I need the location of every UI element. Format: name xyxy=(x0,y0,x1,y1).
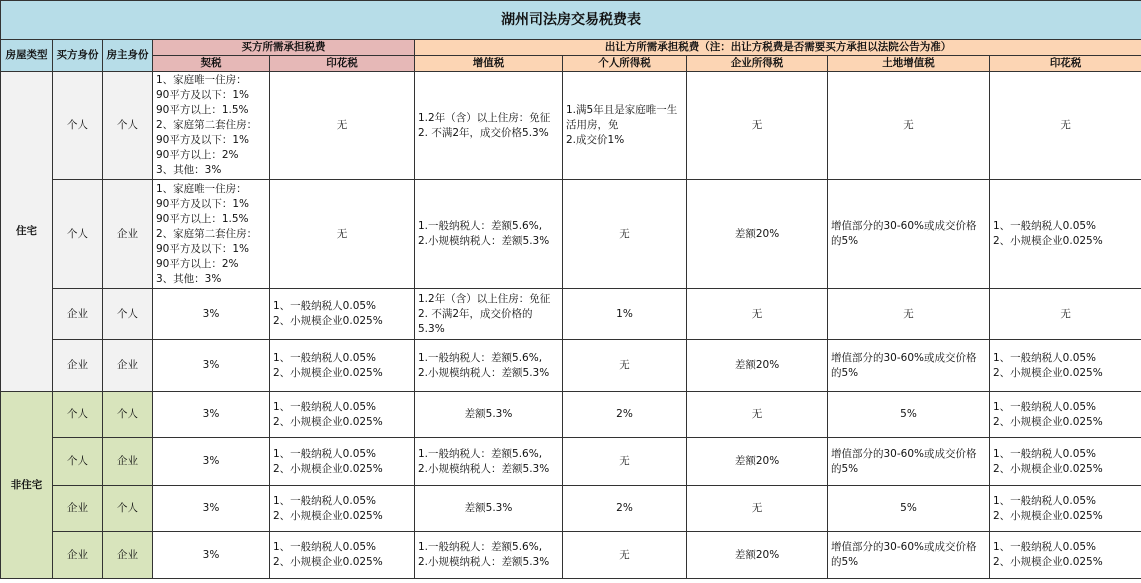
header-personal-income-tax: 个人所得税 xyxy=(563,56,687,72)
corporate-income-tax-cell: 差额20% xyxy=(687,438,828,486)
personal-income-tax-cell: 无 xyxy=(563,340,687,392)
vat-cell: 1.2年（含）以上住房：免征 2. 不满2年，成交价格的5.3% xyxy=(415,289,563,340)
land-vat-cell: 无 xyxy=(828,72,990,180)
header-deed-tax: 契税 xyxy=(153,56,270,72)
table-row xyxy=(1,72,1141,180)
land-vat-cell: 无 xyxy=(828,289,990,340)
deed-tax-cell: 1、家庭唯一住房： 90平方及以下：1% 90平方以上：1.5% 2、家庭第二套住房： 90平方及以下：1% 90平方以上：2% 3、其他：3% xyxy=(153,72,270,180)
personal-income-tax-cell: 无 xyxy=(563,532,687,579)
buyer-cell: 企业 xyxy=(53,486,103,532)
group-non-residential: 非住宅 xyxy=(1,392,53,579)
header-vat: 增值税 xyxy=(415,56,563,72)
deed-tax-cell: 1、家庭唯一住房： 90平方及以下：1% 90平方以上：1.5% 2、家庭第二套住房： 90平方及以下：1% 90平方以上：2% 3、其他：3% xyxy=(153,180,270,289)
corporate-income-tax-cell: 差额20% xyxy=(687,340,828,392)
header-buyer-taxes: 买方所需承担税费 xyxy=(153,40,415,56)
stamp-tax-seller-cell: 1、一般纳税人0.05% 2、小规模企业0.025% xyxy=(990,392,1141,438)
land-vat-cell: 5% xyxy=(828,486,990,532)
table-row xyxy=(1,532,1141,579)
land-vat-cell: 5% xyxy=(828,392,990,438)
vat-cell: 差额5.3% xyxy=(415,392,563,438)
table-row xyxy=(1,392,1141,438)
vat-cell: 1.一般纳税人：差额5.6%, 2.小规模纳税人：差额5.3% xyxy=(415,340,563,392)
header-seller-taxes: 出让方所需承担税费（注：出让方税费是否需要买方承担以法院公告为准） xyxy=(415,40,1141,56)
stamp-tax-seller-cell: 1、一般纳税人0.05% 2、小规模企业0.025% xyxy=(990,532,1141,579)
corporate-income-tax-cell: 无 xyxy=(687,72,828,180)
buyer-cell: 个人 xyxy=(53,72,103,180)
owner-cell: 企业 xyxy=(103,532,153,579)
stamp-tax-buyer-cell: 1、一般纳税人0.05% 2、小规模企业0.025% xyxy=(270,340,415,392)
personal-income-tax-cell: 2% xyxy=(563,392,687,438)
header-corporate-income-tax: 企业所得税 xyxy=(687,56,828,72)
group-residential: 住宅 xyxy=(1,72,53,392)
personal-income-tax-cell: 1% xyxy=(563,289,687,340)
owner-cell: 个人 xyxy=(103,289,153,340)
header-owner: 房主身份 xyxy=(103,40,153,72)
stamp-tax-buyer-cell: 1、一般纳税人0.05% 2、小规模企业0.025% xyxy=(270,289,415,340)
vat-cell: 1.一般纳税人：差额5.6%, 2.小规模纳税人：差额5.3% xyxy=(415,532,563,579)
owner-cell: 企业 xyxy=(103,340,153,392)
deed-tax-cell: 3% xyxy=(153,438,270,486)
land-vat-cell: 增值部分的30-60%或成交价格的5% xyxy=(828,438,990,486)
stamp-tax-buyer-cell: 1、一般纳税人0.05% 2、小规模企业0.025% xyxy=(270,392,415,438)
stamp-tax-seller-cell: 无 xyxy=(990,72,1141,180)
vat-cell: 差额5.3% xyxy=(415,486,563,532)
deed-tax-cell: 3% xyxy=(153,340,270,392)
header-house-type: 房屋类型 xyxy=(1,40,53,72)
owner-cell: 个人 xyxy=(103,392,153,438)
buyer-cell: 个人 xyxy=(53,180,103,289)
table-row xyxy=(1,438,1141,486)
stamp-tax-buyer-cell: 无 xyxy=(270,72,415,180)
deed-tax-cell: 3% xyxy=(153,392,270,438)
stamp-tax-buyer-cell: 1、一般纳税人0.05% 2、小规模企业0.025% xyxy=(270,438,415,486)
personal-income-tax-cell: 2% xyxy=(563,486,687,532)
stamp-tax-seller-cell: 1、一般纳税人0.05% 2、小规模企业0.025% xyxy=(990,486,1141,532)
corporate-income-tax-cell: 无 xyxy=(687,289,828,340)
land-vat-cell: 增值部分的30-60%或成交价格的5% xyxy=(828,180,990,289)
corporate-income-tax-cell: 无 xyxy=(687,392,828,438)
corporate-income-tax-cell: 差额20% xyxy=(687,180,828,289)
stamp-tax-seller-cell: 1、一般纳税人0.05% 2、小规模企业0.025% xyxy=(990,438,1141,486)
personal-income-tax-cell: 无 xyxy=(563,180,687,289)
owner-cell: 企业 xyxy=(103,180,153,289)
header-buyer: 买方身份 xyxy=(53,40,103,72)
land-vat-cell: 增值部分的30-60%或成交价格的5% xyxy=(828,532,990,579)
stamp-tax-buyer-cell: 1、一般纳税人0.05% 2、小规模企业0.025% xyxy=(270,486,415,532)
buyer-cell: 个人 xyxy=(53,392,103,438)
buyer-cell: 企业 xyxy=(53,289,103,340)
vat-cell: 1.一般纳税人：差额5.6%, 2.小规模纳税人：差额5.3% xyxy=(415,180,563,289)
personal-income-tax-cell: 1.满5年且是家庭唯一生活用房，免 2.成交价1% xyxy=(563,72,687,180)
stamp-tax-seller-cell: 1、一般纳税人0.05% 2、小规模企业0.025% xyxy=(990,180,1141,289)
stamp-tax-seller-cell: 1、一般纳税人0.05% 2、小规模企业0.025% xyxy=(990,340,1141,392)
header-stamp-tax-buyer: 印花税 xyxy=(270,56,415,72)
stamp-tax-seller-cell: 无 xyxy=(990,289,1141,340)
personal-income-tax-cell: 无 xyxy=(563,438,687,486)
stamp-tax-buyer-cell: 无 xyxy=(270,180,415,289)
deed-tax-cell: 3% xyxy=(153,289,270,340)
corporate-income-tax-cell: 无 xyxy=(687,486,828,532)
table-row xyxy=(1,486,1141,532)
table-row xyxy=(1,289,1141,340)
corporate-income-tax-cell: 差额20% xyxy=(687,532,828,579)
deed-tax-cell: 3% xyxy=(153,486,270,532)
buyer-cell: 企业 xyxy=(53,340,103,392)
buyer-cell: 个人 xyxy=(53,438,103,486)
owner-cell: 个人 xyxy=(103,486,153,532)
header-land-vat: 土地增值税 xyxy=(828,56,990,72)
buyer-cell: 企业 xyxy=(53,532,103,579)
sheet-title: 湖州司法房交易税费表 xyxy=(1,1,1141,40)
header-stamp-tax-seller: 印花税 xyxy=(990,56,1141,72)
stamp-tax-buyer-cell: 1、一般纳税人0.05% 2、小规模企业0.025% xyxy=(270,532,415,579)
table-row xyxy=(1,180,1141,289)
deed-tax-cell: 3% xyxy=(153,532,270,579)
vat-cell: 1.2年（含）以上住房：免征 2. 不满2年，成交价格5.3% xyxy=(415,72,563,180)
table-row xyxy=(1,340,1141,392)
owner-cell: 企业 xyxy=(103,438,153,486)
land-vat-cell: 增值部分的30-60%或成交价格的5% xyxy=(828,340,990,392)
owner-cell: 个人 xyxy=(103,72,153,180)
vat-cell: 1.一般纳税人：差额5.6%, 2.小规模纳税人：差额5.3% xyxy=(415,438,563,486)
